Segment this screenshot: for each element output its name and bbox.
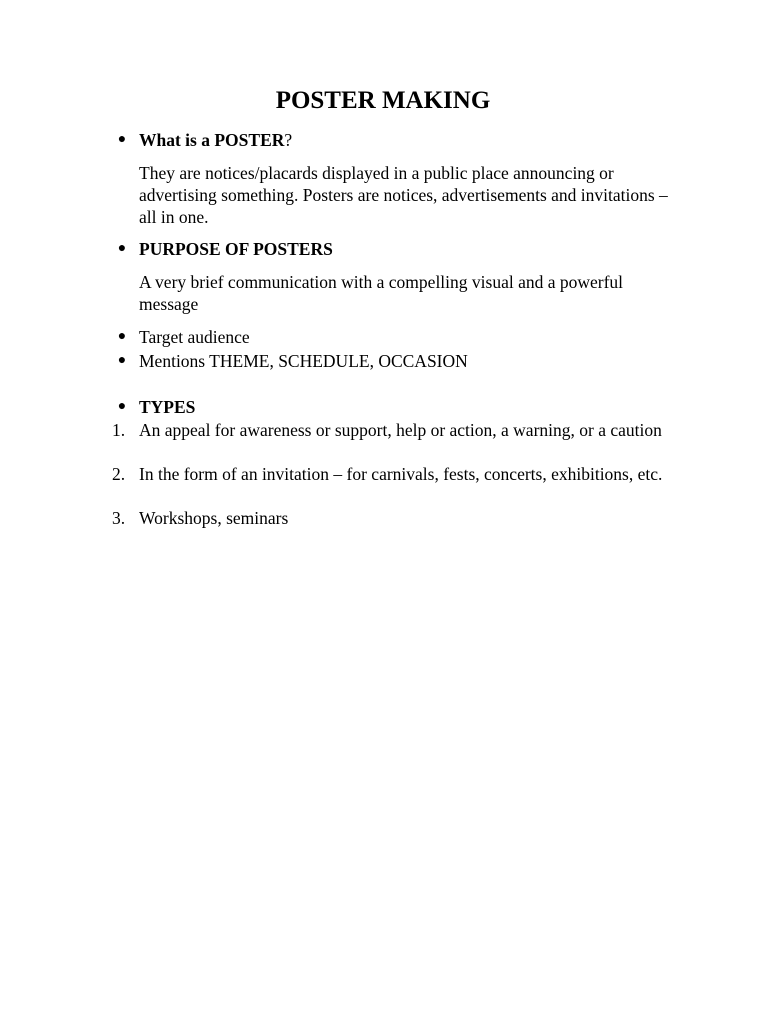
list-number: 2. <box>112 464 126 484</box>
list-item-text: In the form of an invitation – for carnivals, fests, concerts, exhibitions, etc. <box>139 464 663 484</box>
heading-types: TYPES <box>139 397 196 417</box>
bullet-icon: ● <box>117 399 127 414</box>
bullet-icon: ● <box>117 329 127 344</box>
list-number: 1. <box>112 420 126 440</box>
bullet-icon: ● <box>117 241 127 256</box>
list-item-text: An appeal for awareness or support, help or action, a warning, or a caution <box>139 420 662 440</box>
heading-purpose: PURPOSE OF POSTERS <box>139 239 333 259</box>
page-title: POSTER MAKING <box>275 87 491 114</box>
heading-what-is-poster: What is a POSTER <box>139 130 285 150</box>
poster-definition-paragraph: They are notices/placards displayed in a public place announcing or advertising something. Posters are notices, advertisements and invitations – all in one. <box>139 163 668 227</box>
bullet-text: Mentions THEME, SCHEDULE, OCCASION <box>139 351 468 371</box>
bullet-icon: ● <box>117 132 127 147</box>
heading-question-mark: ? <box>284 130 293 150</box>
list-item-text: Workshops, seminars <box>139 508 289 528</box>
bullet-text: Target audience <box>139 327 250 347</box>
purpose-paragraph: A very brief communication with a compelling visual and a powerful message <box>139 272 624 314</box>
list-number: 3. <box>112 508 126 528</box>
bullet-icon: ● <box>117 353 127 368</box>
